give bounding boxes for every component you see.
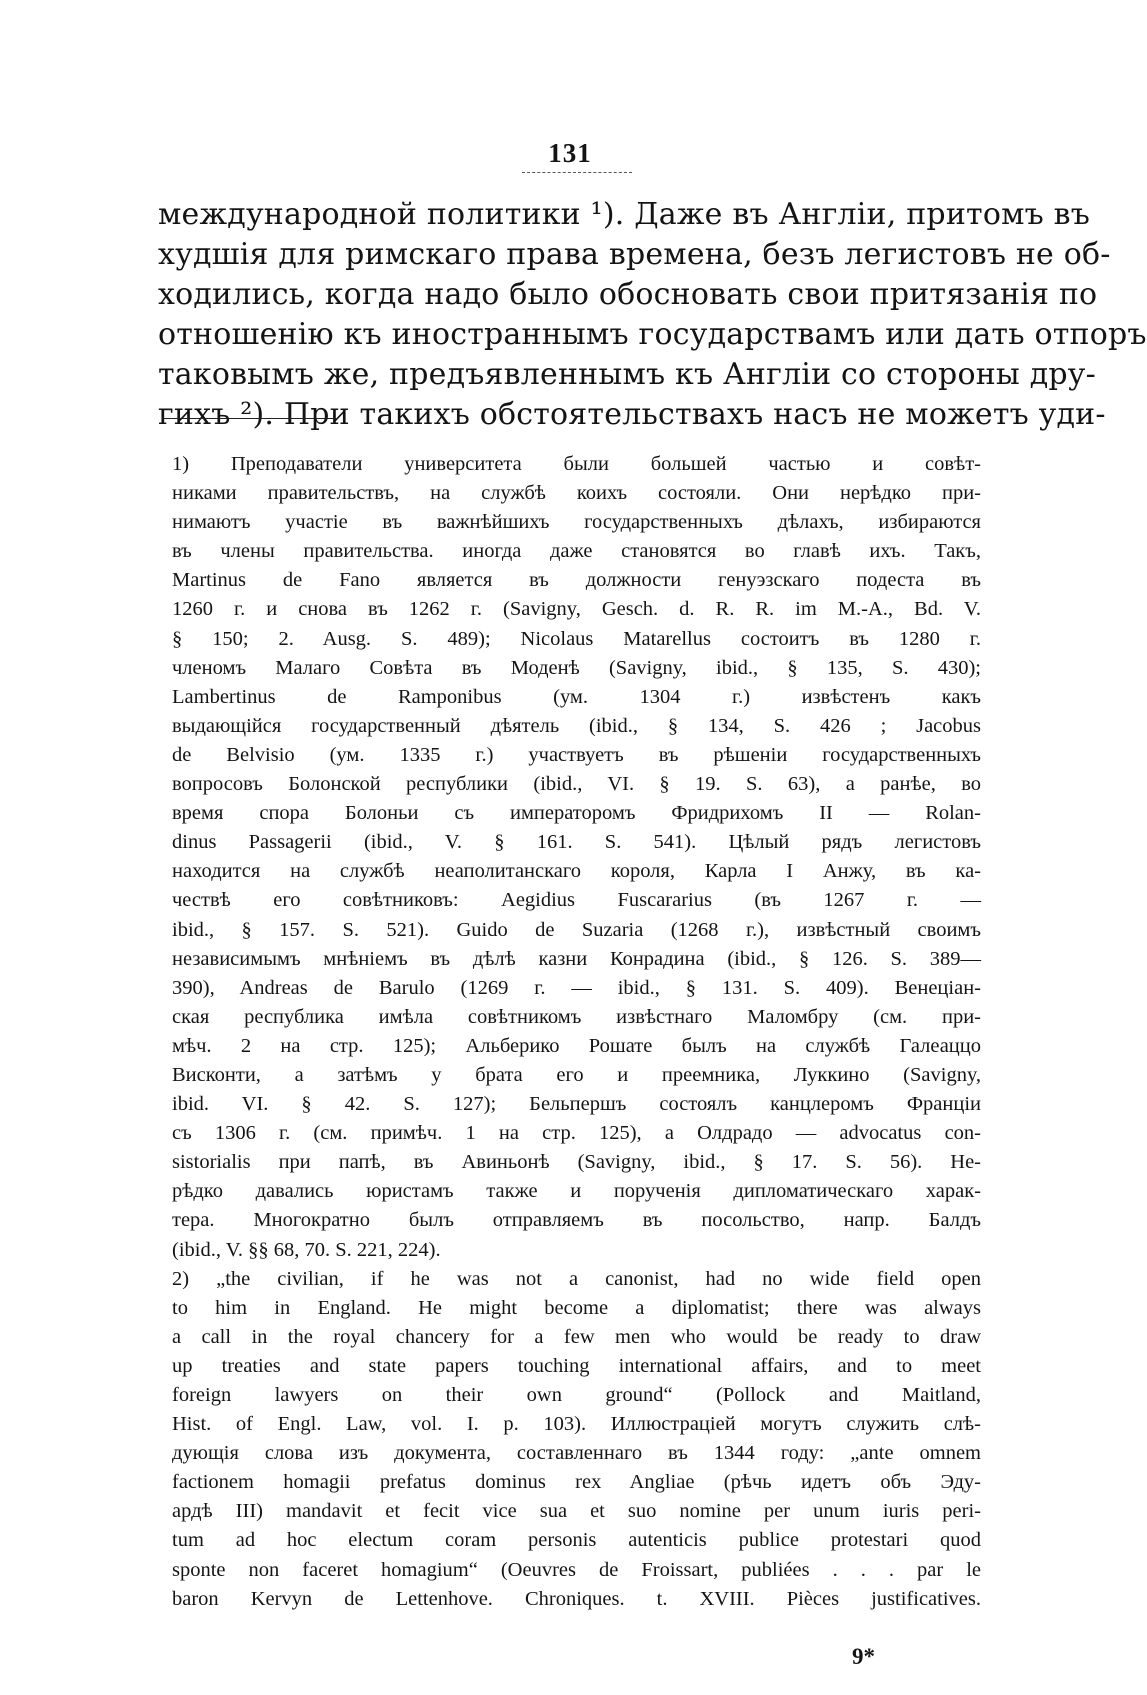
- main-text-line: отношенію къ иностраннымъ государствамъ или дать отпоръ: [158, 317, 1147, 352]
- footnote-line: up treaties and state papers touching international affairs, and to meet: [172, 1354, 981, 1377]
- main-text-line: ходились, когда надо было обосновать свои притязанія по: [158, 277, 1098, 312]
- footnote-line: sistorialis при папѣ, въ Авиньонѣ (Savigny, ibid., § 17. S. 56). Не-: [172, 1151, 981, 1174]
- footnote-line: Lambertinus de Ramponibus (ум. 1304 г.) извѣстенъ какъ: [172, 685, 981, 708]
- footnote-separator: [162, 418, 336, 419]
- footnote-line: вопросовъ Болонской республики (ibid., VI. § 19. S. 63), а ранѣе, во: [172, 773, 981, 796]
- signature-mark: 9*: [852, 1644, 875, 1669]
- footnote-line: рѣдко давались юристамъ также и порученія дипломатическаго харак-: [172, 1180, 981, 1203]
- footnote-line: 1) Преподаватели университета были большей частью и совѣт-: [172, 453, 981, 475]
- footnote-line: никами правительствъ, на службѣ коихъ состояли. Они нерѣдко при-: [172, 482, 981, 505]
- footnote-line: ардѣ III) mandavit et fecit vice sua et suo nomine per unum iuris peri-: [172, 1500, 981, 1523]
- footnotes: [172, 450, 981, 1614]
- footnote-line: время спора Болоньи съ императоромъ Фридрихомъ II — Rolan-: [172, 802, 981, 825]
- footnote-line: 2) „the civilian, if he was not a canonist, had no wide field open: [172, 1267, 981, 1290]
- footnote-line: ская республика имѣла совѣтникомъ извѣстнаго Маломбру (см. при-: [172, 1005, 981, 1028]
- footnote-line: Martinus de Fano является въ должности генуэзскаго подеста въ: [172, 569, 981, 592]
- footnote-line: ibid., § 157. S. 521). Guido de Suzaria (1268 г.), извѣстный своимъ: [172, 918, 981, 941]
- footnote-line: независимымъ мнѣніемъ въ дѣлѣ казни Конрадина (ibid., § 126. S. 389—: [172, 947, 981, 970]
- main-text-line: международной политики ¹). Даже въ Англіи, притомъ въ: [158, 197, 1091, 232]
- footnote-line: dinus Passagerii (ibid., V. § 161. S. 541). Цѣлый рядъ легистовъ: [172, 831, 981, 854]
- footnote-line: Hist. of Engl. Law, vol. I. p. 103). Иллюстраціей могутъ служить слѣ-: [172, 1413, 981, 1436]
- main-text-line: таковымъ же, предъявленнымъ къ Англіи со стороны дру-: [158, 357, 1096, 392]
- footnote-line: съ 1306 г. (см. примѣч. 1 на стр. 125), а Олдрадо — advocatus con-: [172, 1122, 981, 1145]
- footnote-line: to him in England. He might become a diplomatist; there was always: [172, 1296, 981, 1319]
- main-text: [158, 195, 1147, 435]
- footnote-line: factionem homagii prefatus dominus rex Angliae (рѣчь идетъ объ Эду-: [172, 1471, 981, 1494]
- footnote-line: 1260 г. и снова въ 1262 г. (Savigny, Gesch. d. R. R. im M.-A., Bd. V.: [172, 598, 981, 621]
- footnote-line: foreign lawyers on their own ground“ (Pollock and Maitland,: [172, 1384, 981, 1406]
- footnote-line: baron Kervyn de Lettenhove. Chroniques. t. XVIII. Pièces justificatives.: [172, 1587, 981, 1610]
- footnote-line: въ члены правительства. иногда даже становятся во главѣ ихъ. Такъ,: [172, 540, 981, 563]
- footnote-line: § 150; 2. Ausg. S. 489); Nicolaus Matarellus состоитъ въ 1280 г.: [172, 627, 981, 650]
- footnote-line: Висконти, а затѣмъ у брата его и преемника, Луккино (Savigny,: [172, 1063, 981, 1086]
- footnote-line: a call in the royal chancery for a few men who would be ready to draw: [172, 1325, 981, 1348]
- page-number: 131: [548, 138, 592, 168]
- footnote-line: тера. Многократно былъ отправляемъ въ посольство, напр. Балдъ: [172, 1209, 981, 1232]
- main-text-line: худшія для римскаго права времена, безъ легистовъ не об-: [158, 237, 1111, 272]
- footnote-line: ibid. VI. § 42. S. 127); Бельпершъ состоялъ канцлеромъ Франціи: [172, 1093, 981, 1116]
- footnote-line: дующія слова изъ документа, составленнаго въ 1344 году: „ante omnem: [172, 1442, 981, 1465]
- footnote-line: мѣч. 2 на стр. 125); Альберико Рошате былъ на службѣ Галеаццо: [172, 1034, 981, 1057]
- footnote-line: de Belvisio (ум. 1335 г.) участвуетъ въ рѣшеніи государственныхъ: [172, 743, 981, 766]
- footnote-line: нимаютъ участіе въ важнѣйшихъ государственныхъ дѣлахъ, избираются: [172, 511, 981, 534]
- footnote-line: находится на службѣ неаполитанскаго короля, Карла I Анжу, въ ка-: [172, 860, 981, 883]
- footnote-line: (ibid., V. §§ 68, 70. S. 221, 224).: [172, 1238, 441, 1261]
- footnote-line: tum ad hoc electum coram personis autenticis publice protestari quod: [172, 1529, 981, 1552]
- main-text-line: гихъ ²). При такихъ обстоятельствахъ насъ не можетъ уди-: [158, 397, 1106, 432]
- footnote-line: членомъ Малаго Совѣта въ Моденѣ (Savigny, ibid., § 135, S. 430);: [172, 656, 981, 679]
- footnote-line: выдающійся государственный дѣятель (ibid., § 134, S. 426 ; Jacobus: [172, 714, 981, 737]
- header-rule: [522, 172, 632, 173]
- footnote-line: sponte non faceret homagium“ (Oeuvres de Froissart, publiées . . . par le: [172, 1558, 981, 1581]
- footnote-line: 390), Andreas de Barulo (1269 г. — ibid., § 131. S. 409). Венеціан-: [172, 976, 981, 999]
- footnote-line: чествѣ его совѣтниковъ: Aegidius Fuscararius (въ 1267 г. —: [172, 889, 981, 912]
